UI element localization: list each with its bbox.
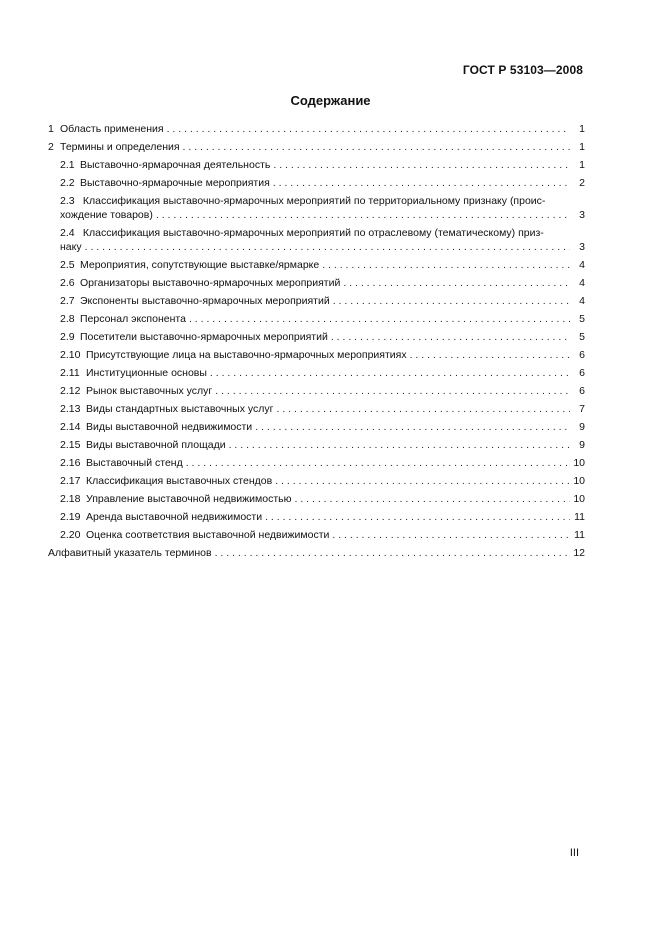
toc-entry-label: Персонал экспонента <box>80 313 186 325</box>
toc-entry-page: 3 <box>579 209 585 221</box>
toc-entry-number: 2.15 <box>60 439 81 451</box>
toc-entry-page: 9 <box>579 421 585 433</box>
toc-entry[interactable] <box>48 312 585 330</box>
toc-entry[interactable] <box>48 330 585 348</box>
dot-leader <box>85 240 570 254</box>
toc-entry[interactable] <box>48 158 585 176</box>
toc-entry-number: 2.20 <box>60 529 81 541</box>
toc-entry-label: Область применения <box>60 123 164 135</box>
toc-entry-page: 10 <box>573 475 585 487</box>
toc-entry-label: Классификация выставочных стендов <box>86 475 273 487</box>
toc-entry-number: 2.17 <box>60 475 81 487</box>
dot-leader <box>167 122 570 136</box>
toc-entry-number: 1 <box>48 123 54 135</box>
page-number: III <box>569 847 579 859</box>
toc-entry[interactable] <box>48 176 585 194</box>
toc-entry[interactable] <box>48 276 585 294</box>
dot-leader <box>215 546 570 560</box>
toc-entry[interactable] <box>48 366 585 384</box>
dot-leader <box>189 312 570 326</box>
dot-leader <box>255 420 570 434</box>
toc-entry-label: Присутствующие лица на выставочно-ярмарочных мероприятиях <box>86 349 407 361</box>
toc-entry-label: Выставочный стенд <box>86 457 183 469</box>
toc-entry-label: Термины и определения <box>60 141 180 153</box>
toc-entry-number: 2.7 <box>60 295 75 307</box>
toc-entry-label: Управление выставочной недвижимостью <box>86 493 292 505</box>
toc-entry[interactable] <box>48 438 585 456</box>
toc-entry-page: 11 <box>574 511 585 523</box>
toc-entry-label: Экспоненты выставочно-ярмарочных мероприятий <box>80 295 330 307</box>
toc-entry-label: Мероприятия, сопутствующие выставке/ярмарке <box>80 259 320 271</box>
toc-entry-page: 9 <box>579 439 585 451</box>
toc-entry[interactable] <box>48 258 585 276</box>
toc-entry-page: 3 <box>579 241 585 253</box>
toc-entry-number: 2.18 <box>60 493 81 505</box>
toc-entry-label: Виды стандартных выставочных услуг <box>86 403 274 415</box>
toc-title: Содержание <box>290 93 371 108</box>
dot-leader <box>210 366 570 380</box>
toc-entry[interactable] <box>48 348 585 366</box>
toc-entry-page: 6 <box>579 367 585 379</box>
dot-leader <box>410 348 570 362</box>
toc-entry-page: 10 <box>573 493 585 505</box>
toc-entry-page: 1 <box>579 159 585 171</box>
dot-leader <box>294 492 570 506</box>
toc-entry-page: 1 <box>579 141 585 153</box>
toc-entry-number: 2.16 <box>60 457 81 469</box>
toc-entry-number: 2.8 <box>60 313 75 325</box>
toc-entry[interactable] <box>48 140 585 158</box>
dot-leader <box>343 276 570 290</box>
toc-entry-label: Аренда выставочной недвижимости <box>86 511 263 523</box>
toc-entry-number: 2 <box>48 141 54 153</box>
dot-leader <box>229 438 570 452</box>
toc-entry-label-line1: Классификация выставочно-ярмарочных мероприятий по территориальному признаку (проис- <box>82 195 546 207</box>
toc-entry[interactable] <box>48 420 585 438</box>
toc-entry-number: 2.10 <box>60 349 81 361</box>
dot-leader <box>273 176 570 190</box>
toc-entry[interactable] <box>48 402 585 420</box>
toc-entry[interactable] <box>48 528 585 546</box>
toc-entry-number: 2.6 <box>60 277 75 289</box>
toc-entry-number: 2.4 <box>60 227 75 239</box>
dot-leader <box>322 258 570 272</box>
toc-entry-number: 2.14 <box>60 421 81 433</box>
toc-entry-page: 2 <box>579 177 585 189</box>
toc-entry-label: Выставочно-ярмарочная деятельность <box>80 159 271 171</box>
toc-entry-page: 6 <box>579 349 585 361</box>
toc-entry-page: 5 <box>579 331 585 343</box>
dot-leader <box>156 208 570 222</box>
toc-entry[interactable] <box>48 384 585 402</box>
document-code: ГОСТ Р 53103—2008 <box>462 63 583 77</box>
dot-leader <box>273 158 570 172</box>
toc-entry-number: 2.5 <box>60 259 75 271</box>
dot-leader <box>332 528 570 542</box>
toc-entry-page: 10 <box>573 457 585 469</box>
toc-entry-page: 1 <box>579 123 585 135</box>
dot-leader <box>331 330 570 344</box>
toc-entry[interactable] <box>48 194 585 222</box>
dot-leader <box>333 294 570 308</box>
toc-entry-label: Посетители выставочно-ярмарочных мероприятий <box>80 331 328 343</box>
toc-entry-page: 4 <box>579 277 585 289</box>
dot-leader <box>276 402 570 416</box>
toc-entry[interactable] <box>48 546 585 564</box>
toc-entry-label: Рынок выставочных услуг <box>86 385 213 397</box>
dot-leader <box>183 140 570 154</box>
toc-entry-page: 12 <box>573 547 585 559</box>
toc-entry-label: хождение товаров) <box>60 209 153 221</box>
dot-leader <box>275 474 570 488</box>
toc-entry-number: 2.13 <box>60 403 81 415</box>
toc-entry-label: Организаторы выставочно-ярмарочных мероприятий <box>80 277 341 289</box>
toc-entry-label: Институционные основы <box>86 367 207 379</box>
toc-entry-number: 2.2 <box>60 177 75 189</box>
toc-entry-number: 2.19 <box>60 511 81 523</box>
toc-entry[interactable] <box>48 122 585 140</box>
toc-entry[interactable] <box>48 294 585 312</box>
toc-entry-number: 2.9 <box>60 331 75 343</box>
toc-entry-number: 2.11 <box>60 367 80 379</box>
toc-entry-label: Виды выставочной площади <box>86 439 226 451</box>
toc-entry-page: 6 <box>579 385 585 397</box>
toc-entry[interactable] <box>48 456 585 474</box>
toc-entry-label: Оценка соответствия выставочной недвижимости <box>86 529 330 541</box>
table-of-contents <box>48 122 585 564</box>
toc-entry[interactable] <box>48 474 585 492</box>
toc-entry-label-line1: Классификация выставочно-ярмарочных мероприятий по отраслевому (тематическому) приз- <box>82 227 544 239</box>
toc-entry[interactable] <box>48 510 585 528</box>
toc-entry-page: 11 <box>574 529 585 541</box>
toc-entry-label: наку <box>60 241 82 253</box>
toc-entry-number: 2.12 <box>60 385 81 397</box>
dot-leader <box>186 456 570 470</box>
toc-entry-page: 4 <box>579 295 585 307</box>
toc-entry-label: Алфавитный указатель терминов <box>48 547 212 559</box>
toc-entry-page: 4 <box>579 259 585 271</box>
toc-entry-label: Выставочно-ярмарочные мероприятия <box>80 177 270 189</box>
toc-entry-label: Виды выставочной недвижимости <box>86 421 253 433</box>
toc-entry-page: 7 <box>579 403 585 415</box>
toc-entry[interactable] <box>48 226 585 254</box>
toc-entry-number: 2.3 <box>60 195 75 207</box>
toc-entry[interactable] <box>48 492 585 510</box>
dot-leader <box>265 510 570 524</box>
dot-leader <box>215 384 570 398</box>
toc-entry-number: 2.1 <box>60 159 75 171</box>
toc-entry-page: 5 <box>579 313 585 325</box>
